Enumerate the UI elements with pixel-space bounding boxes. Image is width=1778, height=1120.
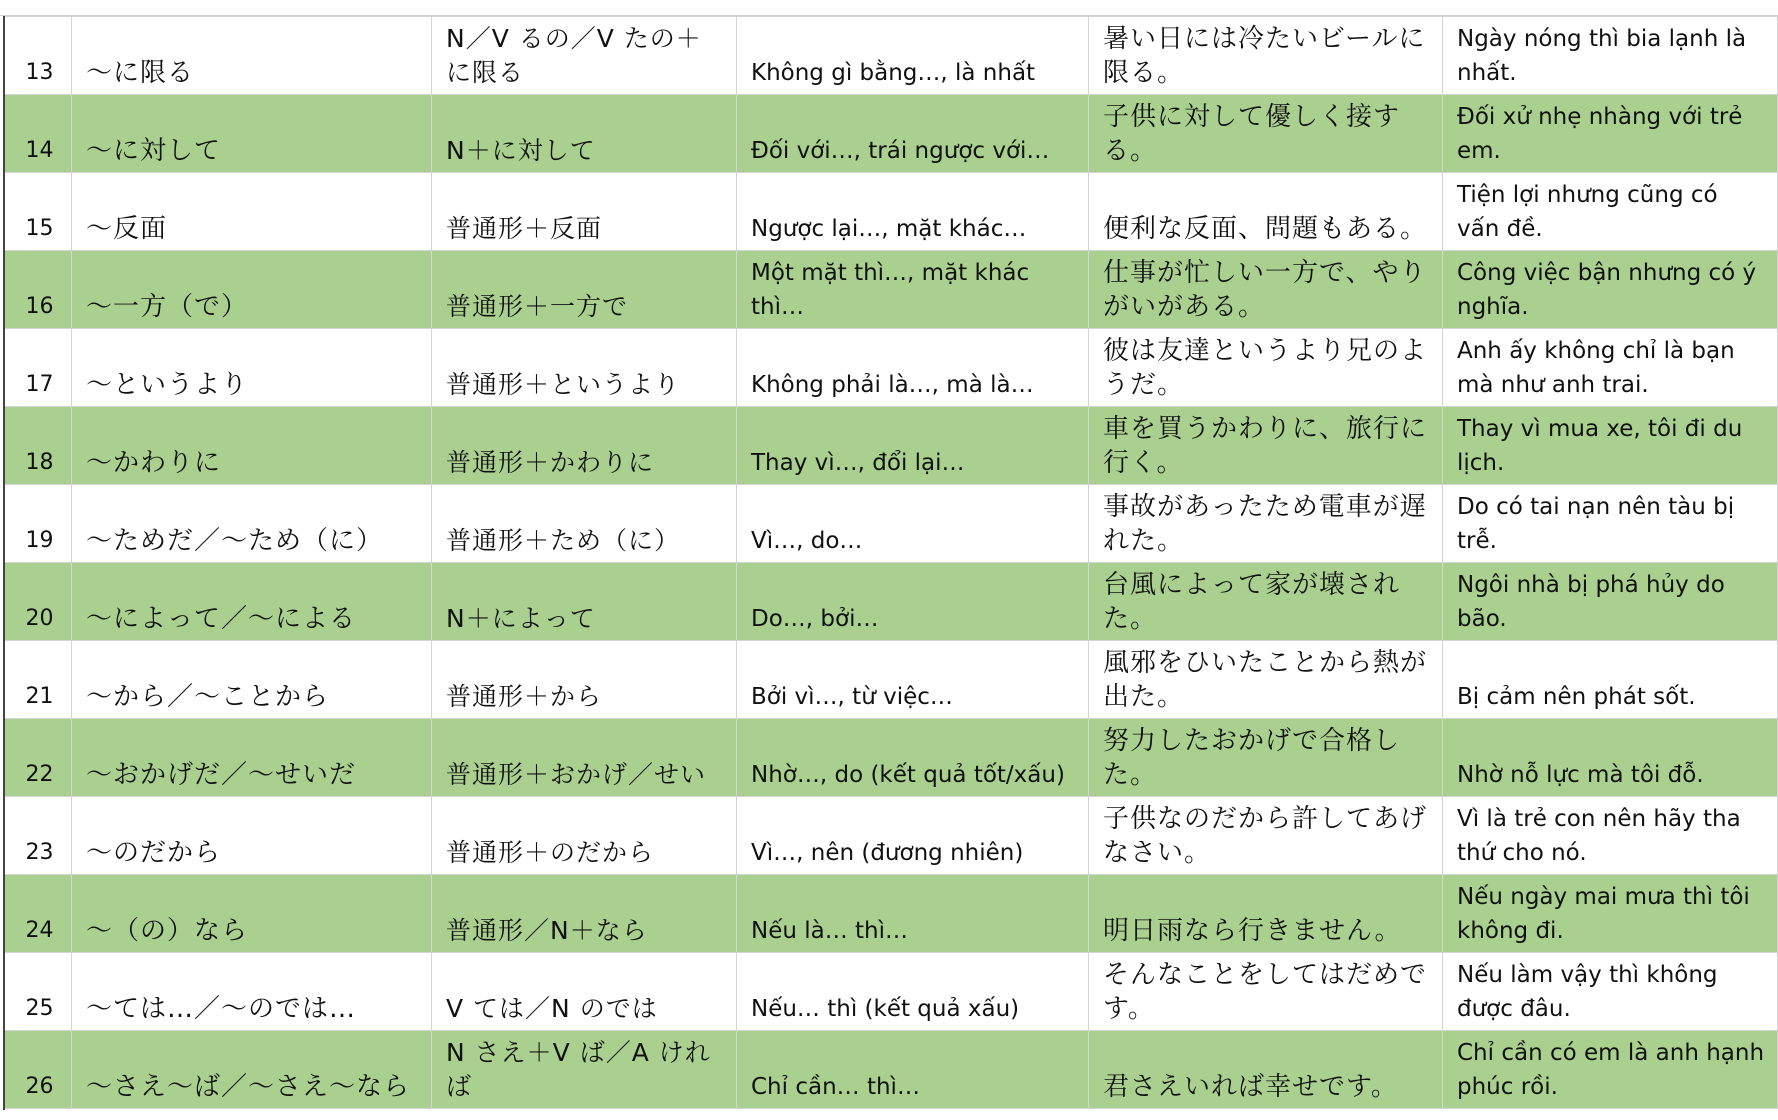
table-row [4, 329, 1778, 407]
translation-cell[interactable]: Công việc bận nhưng có ý nghĩa. [1443, 251, 1778, 329]
grammar-pattern-cell[interactable]: ～（の）なら [72, 875, 432, 953]
translation-cell[interactable]: Nếu ngày mai mưa thì tôi không đi. [1443, 875, 1778, 953]
row-number-cell[interactable]: 23 [4, 797, 72, 875]
row-number-cell[interactable]: 24 [4, 875, 72, 953]
grammar-pattern-cell[interactable]: ～さえ～ば／～さえ～なら [72, 1031, 432, 1109]
grammar-pattern-cell[interactable]: ～一方（で） [72, 251, 432, 329]
sheet-left-border [3, 16, 5, 1110]
table-row [4, 563, 1778, 641]
spreadsheet-grid [3, 16, 1777, 1109]
grammar-form-cell[interactable]: N／V るの／V たの＋に限る [432, 17, 737, 95]
translation-cell[interactable]: Nếu làm vậy thì không được đâu. [1443, 953, 1778, 1031]
grammar-pattern-cell[interactable]: ～から／～ことから [72, 641, 432, 719]
grammar-form-cell[interactable]: V ては／N のでは [432, 953, 737, 1031]
grammar-table-body [4, 17, 1778, 1109]
table-row [4, 641, 1778, 719]
grammar-form-cell[interactable]: 普通形＋反面 [432, 173, 737, 251]
table-row [4, 95, 1778, 173]
row-number-cell[interactable]: 21 [4, 641, 72, 719]
row-number-cell[interactable]: 26 [4, 1031, 72, 1109]
row-number-cell[interactable]: 16 [4, 251, 72, 329]
row-number-cell[interactable]: 19 [4, 485, 72, 563]
meaning-cell[interactable]: Chỉ cần… thì… [737, 1031, 1089, 1109]
meaning-cell[interactable]: Một mặt thì…, mặt khác thì… [737, 251, 1089, 329]
meaning-cell[interactable]: Do…, bởi… [737, 563, 1089, 641]
translation-cell[interactable]: Bị cảm nên phát sốt. [1443, 641, 1778, 719]
meaning-cell[interactable]: Không gì bằng…, là nhất [737, 17, 1089, 95]
grammar-pattern-cell[interactable]: ～かわりに [72, 407, 432, 485]
grammar-pattern-cell[interactable]: ～のだから [72, 797, 432, 875]
meaning-cell[interactable]: Nếu… thì (kết quả xấu) [737, 953, 1089, 1031]
table-row [4, 875, 1778, 953]
example-sentence-cell[interactable]: そんなことをしてはだめです。 [1089, 953, 1443, 1031]
row-number-cell[interactable]: 22 [4, 719, 72, 797]
grammar-form-cell[interactable]: 普通形／N＋なら [432, 875, 737, 953]
grammar-form-cell[interactable]: N＋によって [432, 563, 737, 641]
translation-cell[interactable]: Ngày nóng thì bia lạnh là nhất. [1443, 17, 1778, 95]
grammar-form-cell[interactable]: 普通形＋おかげ／せい [432, 719, 737, 797]
grammar-pattern-cell[interactable]: ～反面 [72, 173, 432, 251]
translation-cell[interactable]: Nhờ nỗ lực mà tôi đỗ. [1443, 719, 1778, 797]
grammar-pattern-cell[interactable]: ～によって／～による [72, 563, 432, 641]
meaning-cell[interactable]: Vì…, nên (đương nhiên) [737, 797, 1089, 875]
example-sentence-cell[interactable]: 車を買うかわりに、旅行に行く。 [1089, 407, 1443, 485]
translation-cell[interactable]: Chỉ cần có em là anh hạnh phúc rồi. [1443, 1031, 1778, 1109]
meaning-cell[interactable]: Nếu là… thì… [737, 875, 1089, 953]
example-sentence-cell[interactable]: 便利な反面、問題もある。 [1089, 173, 1443, 251]
row-number-cell[interactable]: 14 [4, 95, 72, 173]
table-row [4, 173, 1778, 251]
meaning-cell[interactable]: Ngược lại…, mặt khác… [737, 173, 1089, 251]
grammar-form-cell[interactable]: 普通形＋というより [432, 329, 737, 407]
row-number-cell[interactable]: 15 [4, 173, 72, 251]
example-sentence-cell[interactable]: 風邪をひいたことから熱が出た。 [1089, 641, 1443, 719]
grammar-pattern-cell[interactable]: ～ては…／～のでは… [72, 953, 432, 1031]
example-sentence-cell[interactable]: 明日雨なら行きません。 [1089, 875, 1443, 953]
grammar-form-cell[interactable]: N さえ＋V ば／A ければ [432, 1031, 737, 1109]
example-sentence-cell[interactable]: 子供に対して優しく接する。 [1089, 95, 1443, 173]
grammar-pattern-cell[interactable]: ～おかげだ／～せいだ [72, 719, 432, 797]
grammar-pattern-cell[interactable]: ～に対して [72, 95, 432, 173]
table-row [4, 485, 1778, 563]
example-sentence-cell[interactable]: 台風によって家が壊された。 [1089, 563, 1443, 641]
table-row [4, 17, 1778, 95]
grammar-form-cell[interactable]: 普通形＋ため（に） [432, 485, 737, 563]
example-sentence-cell[interactable]: 子供なのだから許してあげなさい。 [1089, 797, 1443, 875]
example-sentence-cell[interactable]: 暑い日には冷たいビールに限る。 [1089, 17, 1443, 95]
grammar-form-cell[interactable]: 普通形＋一方で [432, 251, 737, 329]
row-number-cell[interactable]: 20 [4, 563, 72, 641]
example-sentence-cell[interactable]: 事故があったため電車が遅れた。 [1089, 485, 1443, 563]
row-number-cell[interactable]: 18 [4, 407, 72, 485]
table-row [4, 251, 1778, 329]
table-row [4, 797, 1778, 875]
example-sentence-cell[interactable]: 君さえいれば幸せです。 [1089, 1031, 1443, 1109]
translation-cell[interactable]: Tiện lợi nhưng cũng có vấn đề. [1443, 173, 1778, 251]
row-number-cell[interactable]: 17 [4, 329, 72, 407]
grammar-table [3, 16, 1778, 1109]
grammar-form-cell[interactable]: 普通形＋のだから [432, 797, 737, 875]
grammar-pattern-cell[interactable]: ～ためだ／～ため（に） [72, 485, 432, 563]
meaning-cell[interactable]: Không phải là…, mà là… [737, 329, 1089, 407]
meaning-cell[interactable]: Đối với…, trái ngược với… [737, 95, 1089, 173]
grammar-pattern-cell[interactable]: ～というより [72, 329, 432, 407]
grammar-form-cell[interactable]: N＋に対して [432, 95, 737, 173]
table-row [4, 719, 1778, 797]
grammar-form-cell[interactable]: 普通形＋かわりに [432, 407, 737, 485]
example-sentence-cell[interactable]: 努力したおかげで合格した。 [1089, 719, 1443, 797]
translation-cell[interactable]: Do có tai nạn nên tàu bị trễ. [1443, 485, 1778, 563]
meaning-cell[interactable]: Thay vì…, đổi lại… [737, 407, 1089, 485]
table-row [4, 953, 1778, 1031]
grammar-pattern-cell[interactable]: ～に限る [72, 17, 432, 95]
translation-cell[interactable]: Vì là trẻ con nên hãy tha thứ cho nó. [1443, 797, 1778, 875]
row-number-cell[interactable]: 25 [4, 953, 72, 1031]
meaning-cell[interactable]: Bởi vì…, từ việc… [737, 641, 1089, 719]
translation-cell[interactable]: Anh ấy không chỉ là bạn mà như anh trai. [1443, 329, 1778, 407]
example-sentence-cell[interactable]: 彼は友達というより兄のようだ。 [1089, 329, 1443, 407]
row-number-cell[interactable]: 13 [4, 17, 72, 95]
example-sentence-cell[interactable]: 仕事が忙しい一方で、やりがいがある。 [1089, 251, 1443, 329]
translation-cell[interactable]: Đối xử nhẹ nhàng với trẻ em. [1443, 95, 1778, 173]
translation-cell[interactable]: Thay vì mua xe, tôi đi du lịch. [1443, 407, 1778, 485]
translation-cell[interactable]: Ngôi nhà bị phá hủy do bão. [1443, 563, 1778, 641]
table-row [4, 1031, 1778, 1109]
meaning-cell[interactable]: Nhờ…, do (kết quả tốt/xấu) [737, 719, 1089, 797]
grammar-form-cell[interactable]: 普通形＋から [432, 641, 737, 719]
meaning-cell[interactable]: Vì…, do… [737, 485, 1089, 563]
table-row [4, 407, 1778, 485]
